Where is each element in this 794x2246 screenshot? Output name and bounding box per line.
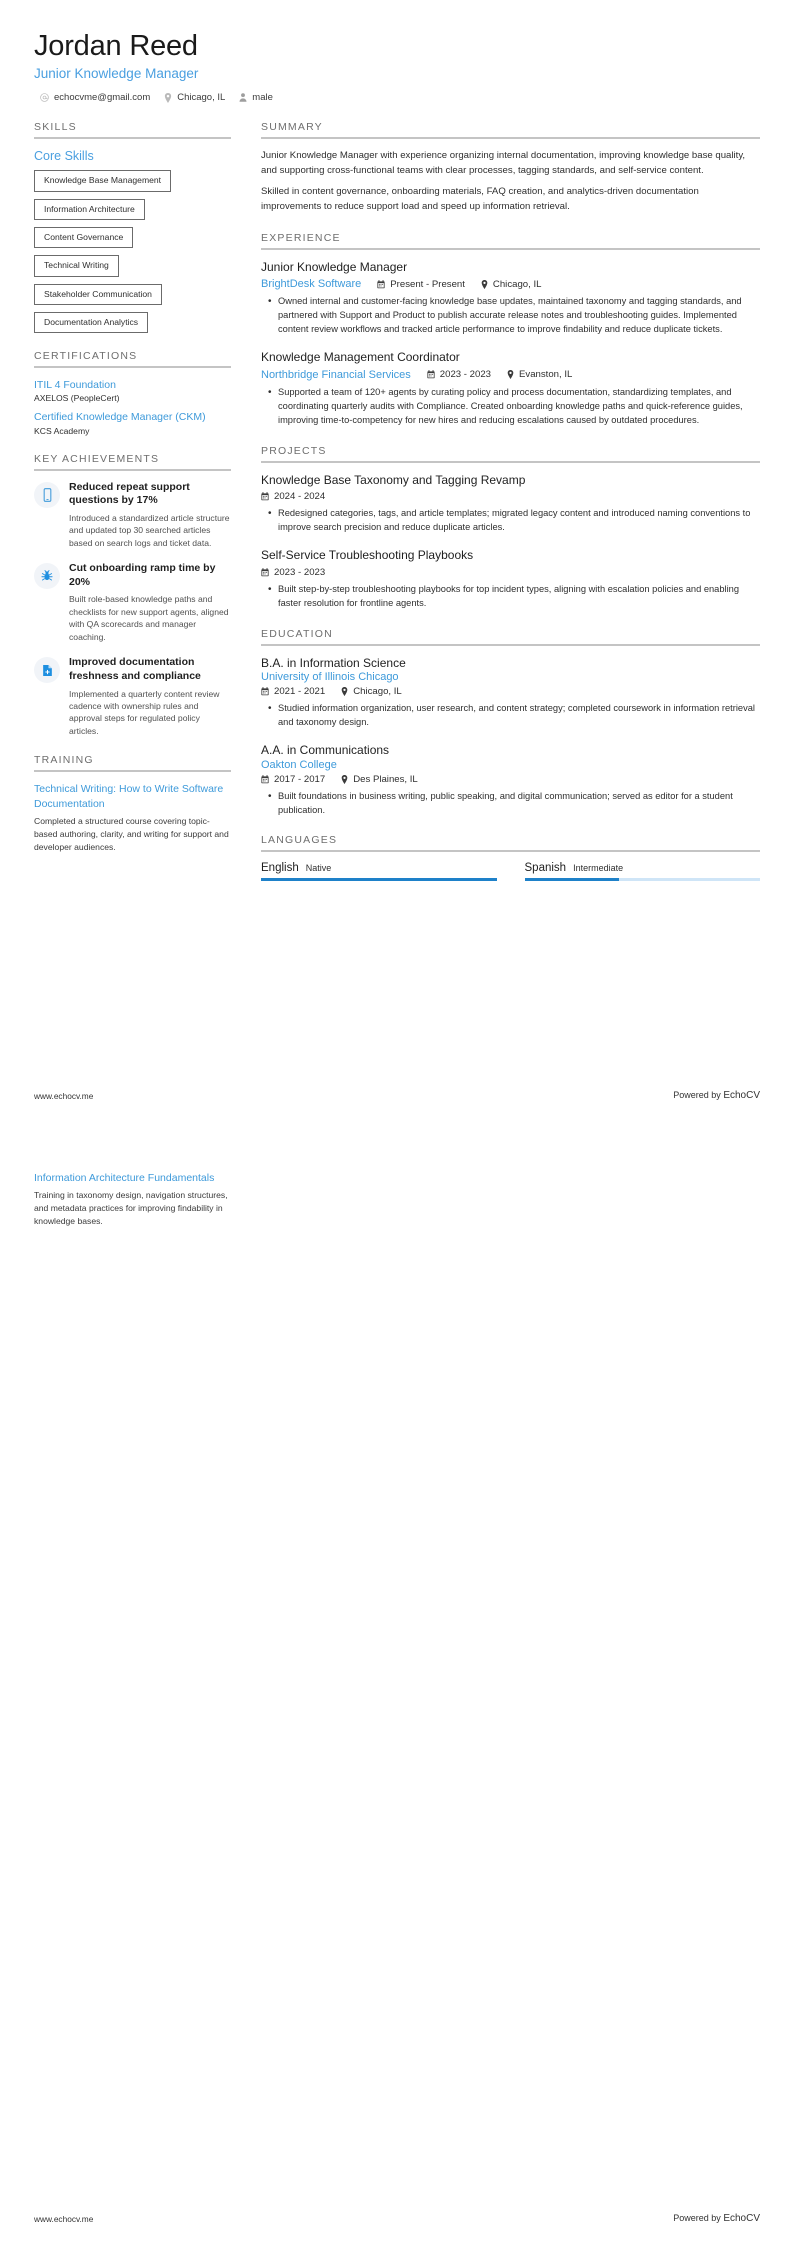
email-icon [40,93,49,102]
achievement-item [34,656,231,737]
page-footer [34,2213,760,2224]
training-item [34,782,231,853]
experience-dates [377,279,465,290]
experience-location-text: Chicago, IL [492,278,542,290]
experience-meta [261,369,760,381]
section-training-continued [34,1171,231,1228]
language-level: Intermediate [573,863,624,874]
resume-page-2 [0,1123,794,2246]
language-item [525,862,761,881]
experience-dates [427,369,491,380]
education-school: University of Illinois Chicago [261,671,399,684]
achievement-title: Reduced repeat support questions by 17% [69,480,190,507]
section-heading-skills: SKILLS [34,121,77,134]
experience-bullets [261,386,760,428]
achievement-title: Improved documentation freshness and compliance [69,656,201,682]
education-location [341,774,418,785]
achievement-item [34,481,231,550]
achievement-description: Introduced a standardized article structure and updated top 30 searched articles based on search logs and ticket data. [69,512,230,548]
language-name: English [261,862,299,875]
skill-chip: Information Architecture [34,199,145,220]
education-entry [261,656,760,730]
calendar-icon [377,280,385,289]
education-dates [261,774,325,785]
candidate-name: Jordan Reed [34,30,198,62]
training-item [34,1171,231,1228]
project-entry [261,548,760,610]
training-description: Completed a structured course covering topic-based authoring, clarity, and writing for support and developer audiences. [34,815,229,852]
calendar-icon [427,370,435,379]
skill-chip: Technical Writing [34,255,119,276]
language-proficiency-bar [261,878,497,881]
experience-bullets [261,295,760,337]
project-dates [261,491,325,502]
training-name: Technical Writing: How to Write Software Documentation [34,783,224,810]
experience-company: Northbridge Financial Services [261,368,411,381]
contact-location [164,92,225,103]
location-icon [164,93,172,103]
education-entry [261,743,760,817]
education-location-text: Chicago, IL [353,686,402,698]
certification-issuer: AXELOS (PeopleCert) [34,393,120,404]
left-column [34,121,249,870]
education-dates [261,686,325,697]
section-divider [261,461,760,463]
bullet-item: • Supported a team of 120+ agents by curating policy and process documentation, standardizing templates, and coordinating quarterly audits with Compliance. Created onboarding knowledge paths and quick-reference guides, improving time-to-competency for new hires and reducing escalations caused by outdated procedures. [272,386,760,428]
section-divider [34,770,231,772]
education-bullets [261,790,760,818]
education-degree: B.A. in Information Science [261,655,406,670]
calendar-icon [261,775,269,784]
education-dates-text: 2017 - 2017 [274,773,326,785]
bullet-item: • Built step-by-step troubleshooting playbooks for top incident types, aligning with escalation policies and enabling faster resolution for frontline agents. [272,583,760,611]
section-divider [261,644,760,646]
education-dates-text: 2021 - 2021 [274,686,326,698]
language-proficiency-fill [261,878,497,881]
section-summary [261,121,760,214]
section-heading-experience: EXPERIENCE [261,231,341,244]
education-location-text: Des Plaines, IL [353,773,418,785]
skill-chip: Documentation Analytics [34,312,148,333]
certification-name: Certified Knowledge Manager (CKM) [34,411,206,424]
experience-meta [261,278,760,290]
contact-location-text: Chicago, IL [177,92,226,104]
project-dates [261,567,325,578]
experience-entry [261,260,760,337]
bullet-item: • Built foundations in business writing, public speaking, and digital communication; served as editor for a student publication. [272,790,760,818]
education-meta [261,774,760,785]
calendar-icon [261,568,269,577]
calendar-icon [261,687,269,696]
education-degree: A.A. in Communications [261,743,390,757]
experience-job-title: Knowledge Management Coordinator [261,350,460,365]
mobile-phone-icon [42,488,53,502]
certification-name: ITIL 4 Foundation [34,379,116,392]
calendar-icon [261,492,269,501]
bullet-item: • Studied information organization, user research, and content strategy; completed coursework in information retrieval and taxonomy design. [272,702,760,730]
location-icon [481,280,488,289]
language-proficiency-bar [525,878,761,881]
resume-header [34,30,760,103]
training-description: Training in taxonomy design, navigation structures, and metadata practices for improving findability in knowledge bases. [34,1190,228,1226]
project-entry [261,473,760,535]
section-heading-languages: LANGUAGES [261,834,338,847]
skill-group-title: Core Skills [34,149,94,164]
resume-columns [34,121,760,898]
right-column [249,121,760,898]
summary-paragraph: Junior Knowledge Manager with experience organizing internal documentation, improving knowledge base quality, and supporting cross-functional teams with clear processes, tagging standards, and self-service content. [261,150,746,177]
project-meta [261,491,760,502]
section-heading-key-achievements: KEY ACHIEVEMENTS [34,452,160,465]
certification-issuer: KCS Academy [34,425,90,436]
language-item [261,862,497,881]
project-dates-text: 2023 - 2023 [274,566,326,578]
experience-location-text: Evanston, IL [519,369,573,381]
footer-website[interactable]: www.echocv.me [34,2213,94,2224]
footer-powered-prefix: Powered by [673,1090,724,1100]
section-projects [261,445,760,611]
location-icon [341,687,348,696]
project-bullets [261,507,760,535]
left-column-continued [34,1171,249,1245]
experience-job-title: Junior Knowledge Manager [261,259,408,274]
language-proficiency-fill [525,878,619,881]
file-plus-icon [42,664,53,677]
contact-gender-text: male [252,92,273,104]
skill-chip: Knowledge Base Management [34,170,171,191]
achievement-icon-wrap [34,482,60,508]
footer-brand-name: EchoCV [723,1090,760,1101]
bullet-item: • Redesigned categories, tags, and article templates; migrated legacy content and introduced naming conventions to improve search precision and reduce duplicate articles. [272,507,760,535]
person-icon [239,93,247,102]
page-footer [34,1090,760,1101]
section-heading-projects: PROJECTS [261,444,327,457]
education-meta [261,686,760,697]
experience-location [507,369,572,380]
achievement-title: Cut onboarding ramp time by 20% [69,562,216,588]
section-key-achievements [34,453,231,738]
candidate-job-title: Junior Knowledge Manager [34,66,199,82]
certification-item [34,378,231,403]
section-heading-summary: SUMMARY [261,121,323,134]
experience-location [481,279,542,290]
section-divider [261,248,760,250]
section-divider [34,137,231,139]
project-title: Self-Service Troubleshooting Playbooks [261,548,474,563]
section-languages [261,834,760,881]
project-bullets [261,583,760,611]
contact-gender [239,92,273,103]
training-name: Information Architecture Fundamentals [34,1172,215,1184]
contact-email[interactable] [40,92,150,103]
experience-company: BrightDesk Software [261,278,362,291]
language-level: Native [305,863,332,874]
section-divider [34,469,231,471]
achievement-description: Implemented a quarterly content review cadence with ownership rules and approval steps for regulated policy articles. [69,688,220,736]
footer-website[interactable]: www.echocv.me [34,1090,94,1101]
footer-brand-name: EchoCV [723,2213,760,2224]
skill-chip: Content Governance [34,227,133,248]
experience-dates-text: Present - Present [390,278,465,290]
contact-email-text: echocvme@gmail.com [54,92,151,104]
location-icon [341,775,348,784]
footer-powered-prefix: Powered by [673,2213,724,2223]
achievement-icon-wrap [34,563,60,589]
section-training [34,754,231,853]
footer-powered-by [673,1090,760,1101]
certification-item [34,410,231,435]
skill-chip: Stakeholder Communication [34,284,162,305]
section-experience [261,232,760,428]
achievement-description: Built role-based knowledge paths and checklists for new support agents, aligned with QA scorecards and manager coaching. [69,594,229,642]
experience-entry [261,350,760,427]
language-list [261,862,760,881]
section-education [261,628,760,818]
summary-paragraph: Skilled in content governance, onboarding materials, FAQ creation, and analytics-driven documentation improvements to reduce support load and speed up information retrieval. [261,186,699,212]
resume-columns-page2 [34,1171,760,1245]
section-divider [261,850,760,852]
achievement-icon-wrap [34,657,60,683]
contact-list [34,92,760,103]
project-dates-text: 2024 - 2024 [274,491,326,503]
skill-chip-list [34,170,231,333]
section-heading-certifications: CERTIFICATIONS [34,350,138,363]
project-title: Knowledge Base Taxonomy and Tagging Revamp [261,472,526,487]
project-meta [261,567,760,578]
bug-icon [41,570,53,582]
section-skills [34,121,231,333]
section-certifications [34,350,231,435]
education-bullets [261,702,760,730]
footer-powered-by [673,2213,760,2224]
education-school: Oakton College [261,758,337,771]
section-heading-education: EDUCATION [261,627,333,640]
section-divider [34,366,231,368]
section-divider [261,137,760,139]
language-name: Spanish [524,862,567,875]
experience-dates-text: 2023 - 2023 [439,369,492,381]
education-location [341,686,402,697]
bullet-item: • Owned internal and customer-facing knowledge base updates, maintained taxonomy and tagging standards, and partnered with Support and Product to publish accurate release notes and troubleshooting guides. Implemented content review workflows and tracked article performance to improve findability and reduce duplicate tickets. [272,295,760,337]
achievement-item [34,562,231,643]
location-icon [507,370,514,379]
section-heading-training: TRAINING [34,754,94,767]
